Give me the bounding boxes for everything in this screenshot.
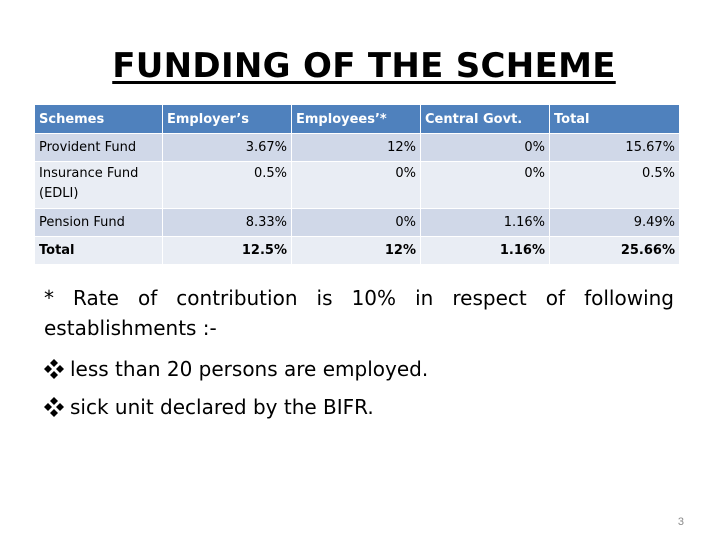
- cell-employer: 3.67%: [163, 134, 292, 162]
- diamond-bullet-icon: [44, 359, 64, 379]
- list-item-text: less than 20 persons are employed.: [70, 357, 429, 381]
- cell-central-govt: 0%: [421, 134, 550, 162]
- list-item: [44, 350, 684, 388]
- table-header-row: [35, 105, 680, 134]
- list-item: [44, 388, 684, 426]
- header-schemes: Schemes: [35, 105, 163, 134]
- cell-employees: 0%: [292, 162, 421, 209]
- cell-central-govt: 1.16%: [421, 209, 550, 237]
- table-row-total: [35, 237, 680, 265]
- contribution-note: * Rate of contribution is 10% in respect of following establishments :-: [44, 286, 674, 340]
- cell-scheme: Insurance Fund (EDLI): [35, 162, 163, 209]
- funding-table: [34, 104, 680, 265]
- list-item-text: sick unit declared by the BIFR.: [70, 395, 374, 419]
- cell-central-govt: 1.16%: [421, 237, 550, 265]
- cell-central-govt: 0%: [421, 162, 550, 209]
- header-employees: Employees’*: [292, 105, 421, 134]
- header-total: Total: [550, 105, 680, 134]
- header-employers: Employer’s: [163, 105, 292, 134]
- cell-employer: 0.5%: [163, 162, 292, 209]
- table-row: [35, 162, 680, 209]
- page-number: 3: [677, 516, 684, 528]
- cell-employer: 8.33%: [163, 209, 292, 237]
- cell-total: 0.5%: [550, 162, 680, 209]
- table-row: [35, 209, 680, 237]
- cell-total: 15.67%: [550, 134, 680, 162]
- cell-total: 9.49%: [550, 209, 680, 237]
- cell-employees: 12%: [292, 237, 421, 265]
- establishment-list: [44, 350, 684, 426]
- cell-employees: 12%: [292, 134, 421, 162]
- diamond-bullet-icon: [44, 397, 64, 417]
- cell-scheme: Pension Fund: [35, 209, 163, 237]
- table-row: [35, 134, 680, 162]
- cell-scheme: Total: [35, 237, 163, 265]
- slide-title: FUNDING OF THE SCHEME: [112, 46, 616, 86]
- header-central-govt: Central Govt.: [421, 105, 550, 134]
- cell-employer: 12.5%: [163, 237, 292, 265]
- cell-total: 25.66%: [550, 237, 680, 265]
- cell-scheme: Provident Fund: [35, 134, 163, 162]
- cell-employees: 0%: [292, 209, 421, 237]
